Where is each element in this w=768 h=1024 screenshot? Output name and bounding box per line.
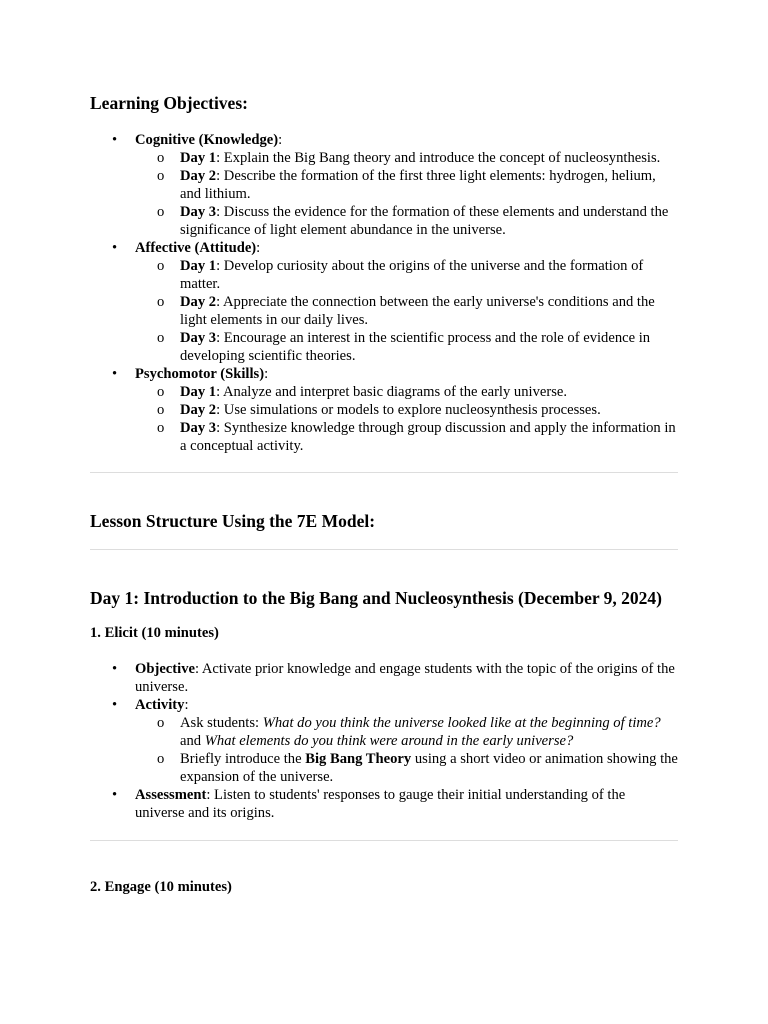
list-item: • Cognitive (Knowledge): o Day 1: Explain the Big Bang theory and introduce the concept of nucleosynthesis. o Day 2: Describe the formation of the first three light elements: hydrogen, helium, and lithium. o Day 3: Discuss the evidence for the formation of these elements and understand the significance of light element abundance in the universe.: [90, 131, 678, 239]
and-text: and: [180, 733, 205, 749]
day-label: Day 3: [180, 204, 217, 220]
intro-prefix: Briefly introduce the: [180, 751, 306, 767]
category-title: Cognitive (Knowledge): [135, 132, 279, 148]
list-item: [90, 696, 678, 786]
item-text: : Encourage an interest in the scientific process and the role of evidence in developing scientific theories.: [180, 330, 651, 364]
section-divider: [90, 549, 678, 550]
intro-suffix: using a short video or animation showing the expansion of the universe.: [180, 751, 678, 785]
list-item: [135, 257, 678, 293]
question-2: What elements do you think were around in the early universe?: [204, 733, 574, 749]
item-text: : Analyze and interpret basic diagrams of the early universe.: [216, 384, 568, 400]
big-bang-theory-term: Big Bang Theory: [305, 751, 412, 767]
document-page: [90, 0, 678, 896]
ask-prefix: Ask students:: [180, 715, 263, 731]
list-item: [135, 714, 678, 750]
engage-heading: 2. Engage (10 minutes): [90, 879, 232, 895]
day-label: Day 3: [180, 330, 217, 346]
elicit-heading: 1. Elicit (10 minutes): [90, 625, 219, 641]
day-label: Day 3: [180, 420, 217, 436]
section-divider: [90, 840, 678, 841]
day1-heading: Day 1: Introduction to the Big Bang and Nucleosynthesis (December 9, 2024): [90, 588, 662, 608]
objective-label: Objective: [135, 661, 195, 677]
objective-text: : Activate prior knowledge and engage students with the topic of the origins of the universe.: [135, 661, 675, 695]
list-item: [90, 660, 678, 696]
assessment-text: : Listen to students' responses to gauge their initial understanding of the universe and its origins.: [135, 787, 626, 821]
list-item: [90, 786, 678, 822]
day-label: Day 1: [180, 258, 217, 274]
category-title: Psychomotor (Skills): [135, 366, 265, 382]
list-item: [135, 329, 678, 365]
list-item: [135, 383, 678, 401]
list-item: [135, 419, 678, 455]
list-item: [135, 167, 678, 203]
activity-label: Activity: [135, 697, 185, 713]
category-title: Affective (Attitude): [135, 240, 257, 256]
list-item: [135, 401, 678, 419]
item-text: : Discuss the evidence for the formation of these elements and understand the significance of light element abundance in the universe.: [180, 204, 669, 238]
activity-colon: :: [184, 697, 189, 713]
sub-list: [135, 383, 678, 455]
sub-list: [135, 149, 678, 239]
list-item: [135, 750, 678, 786]
lesson-structure-heading: Lesson Structure Using the 7E Model:: [90, 511, 376, 531]
list-item: [135, 293, 678, 329]
list-item: [135, 149, 678, 167]
item-text: : Use simulations or models to explore nucleosynthesis processes.: [216, 402, 601, 418]
list-item: • Affective (Attitude): o Day 1: Develop curiosity about the origins of the universe and the formation of matter. o Day 2: Appreciate the connection between the early universe's conditions and the light elements in our daily lives. o Day 3: Encourage an interest in the scientific process and the role of evidence in developing scientific theories.: [90, 239, 678, 365]
item-text: : Develop curiosity about the origins of the universe and the formation of matter.: [180, 258, 644, 292]
day-label: Day 2: [180, 294, 217, 310]
day-label: Day 2: [180, 402, 217, 418]
sub-list: [135, 714, 678, 786]
sub-list: [135, 257, 678, 365]
list-item: • Psychomotor (Skills): o Day 1: Analyze and interpret basic diagrams of the early universe. o Day 2: Use simulations or models to explore nucleosynthesis processes. o Day 3: Synthesize knowledge through group discussion and apply the information in a conceptual activity.: [90, 365, 678, 455]
learning-objectives-heading: Learning Objectives:: [90, 93, 248, 113]
item-text: : Describe the formation of the first three light elements: hydrogen, helium, and lithium.: [180, 168, 656, 202]
objectives-list: [90, 131, 678, 455]
section-divider: [90, 472, 678, 473]
item-text: : Synthesize knowledge through group discussion and apply the information in a conceptual activity.: [180, 420, 676, 454]
assessment-label: Assessment: [135, 787, 207, 803]
day-label: Day 2: [180, 168, 217, 184]
item-text: : Explain the Big Bang theory and introduce the concept of nucleosynthesis.: [216, 150, 661, 166]
elicit-list: [90, 660, 678, 822]
list-item: [135, 203, 678, 239]
item-text: : Appreciate the connection between the early universe's conditions and the light elements in our daily lives.: [180, 294, 655, 328]
day-label: Day 1: [180, 150, 217, 166]
day-label: Day 1: [180, 384, 217, 400]
question-1: What do you think the universe looked like at the beginning of time?: [262, 715, 661, 731]
